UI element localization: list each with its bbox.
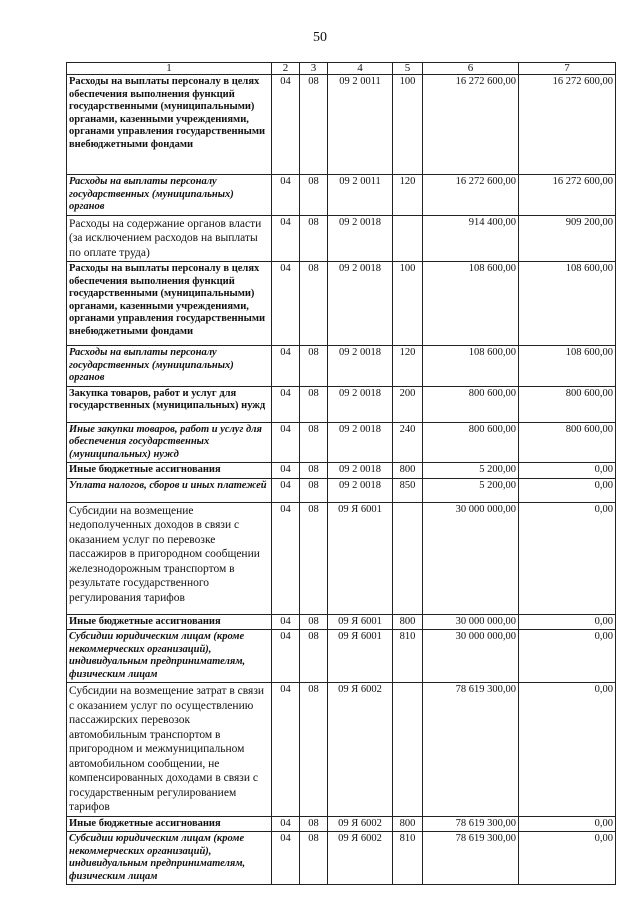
table-row xyxy=(67,422,616,463)
row-expense-type: 800 xyxy=(393,463,423,479)
table-row xyxy=(67,832,616,885)
row-target-article: 09 2 0018 xyxy=(328,422,393,463)
row-name: Иные закупки товаров, работ и услуг для обеспечения государственных (муниципальных) нужд xyxy=(67,422,272,463)
row-section: 04 xyxy=(272,75,300,175)
row-expense-type: 100 xyxy=(393,75,423,175)
row-name: Субсидии юридическим лицам (кроме некоммерческих организаций), индивидуальным предпринимателям, физическим лицам xyxy=(67,832,272,885)
row-name: Расходы на выплаты персоналу в целях обеспечения выполнения функций государственными (муниципальными) органами, казенными учреждениями, органами управления государственными внебюджетными фондами xyxy=(67,75,272,175)
row-expense-type: 810 xyxy=(393,832,423,885)
table-row xyxy=(67,478,616,502)
row-amount-year2: 0,00 xyxy=(519,478,616,502)
row-subsection: 08 xyxy=(300,422,328,463)
row-name: Иные бюджетные ассигнования xyxy=(67,816,272,832)
row-section: 04 xyxy=(272,422,300,463)
row-amount-year1: 16 272 600,00 xyxy=(423,175,519,216)
row-subsection: 08 xyxy=(300,630,328,683)
row-expense-type xyxy=(393,502,423,614)
row-target-article: 09 Я 6002 xyxy=(328,683,393,817)
row-expense-type: 800 xyxy=(393,816,423,832)
row-name: Иные бюджетные ассигнования xyxy=(67,614,272,630)
row-target-article: 09 Я 6001 xyxy=(328,614,393,630)
row-subsection: 08 xyxy=(300,75,328,175)
row-amount-year2: 0,00 xyxy=(519,683,616,817)
row-target-article: 09 2 0018 xyxy=(328,215,393,262)
row-name: Уплата налогов, сборов и иных платежей xyxy=(67,478,272,502)
row-amount-year2: 0,00 xyxy=(519,630,616,683)
row-target-article: 09 Я 6002 xyxy=(328,816,393,832)
row-subsection: 08 xyxy=(300,502,328,614)
row-amount-year1: 800 600,00 xyxy=(423,386,519,422)
row-section: 04 xyxy=(272,630,300,683)
row-expense-type: 100 xyxy=(393,262,423,346)
row-subsection: 08 xyxy=(300,614,328,630)
row-section: 04 xyxy=(272,262,300,346)
row-amount-year2: 0,00 xyxy=(519,502,616,614)
row-subsection: 08 xyxy=(300,832,328,885)
row-amount-year1: 30 000 000,00 xyxy=(423,630,519,683)
table-row xyxy=(67,346,616,387)
row-expense-type: 120 xyxy=(393,175,423,216)
row-subsection: 08 xyxy=(300,346,328,387)
row-expense-type: 120 xyxy=(393,346,423,387)
row-amount-year1: 16 272 600,00 xyxy=(423,75,519,175)
col-header-1: 1 xyxy=(67,63,272,75)
row-target-article: 09 2 0011 xyxy=(328,175,393,216)
col-header-6: 6 xyxy=(423,63,519,75)
row-name: Субсидии юридическим лицам (кроме некоммерческих организаций), индивидуальным предпринимателям, физическим лицам xyxy=(67,630,272,683)
row-section: 04 xyxy=(272,683,300,817)
table-row xyxy=(67,502,616,614)
row-amount-year2: 108 600,00 xyxy=(519,262,616,346)
row-expense-type: 800 xyxy=(393,614,423,630)
table-row xyxy=(67,75,616,175)
row-target-article: 09 2 0011 xyxy=(328,75,393,175)
col-header-7: 7 xyxy=(519,63,616,75)
row-section: 04 xyxy=(272,386,300,422)
row-subsection: 08 xyxy=(300,463,328,479)
table-row xyxy=(67,463,616,479)
row-amount-year1: 800 600,00 xyxy=(423,422,519,463)
row-amount-year2: 0,00 xyxy=(519,463,616,479)
table-row xyxy=(67,816,616,832)
row-amount-year1: 78 619 300,00 xyxy=(423,816,519,832)
row-amount-year2: 0,00 xyxy=(519,816,616,832)
row-section: 04 xyxy=(272,614,300,630)
row-section: 04 xyxy=(272,463,300,479)
row-target-article: 09 2 0018 xyxy=(328,346,393,387)
row-section: 04 xyxy=(272,478,300,502)
row-amount-year2: 0,00 xyxy=(519,832,616,885)
row-section: 04 xyxy=(272,215,300,262)
table-row xyxy=(67,175,616,216)
row-amount-year2: 909 200,00 xyxy=(519,215,616,262)
row-amount-year2: 16 272 600,00 xyxy=(519,75,616,175)
page-number: 50 xyxy=(313,30,327,45)
row-name: Иные бюджетные ассигнования xyxy=(67,463,272,479)
row-section: 04 xyxy=(272,502,300,614)
row-amount-year2: 108 600,00 xyxy=(519,346,616,387)
header-row xyxy=(67,63,616,75)
row-amount-year1: 5 200,00 xyxy=(423,478,519,502)
row-expense-type: 240 xyxy=(393,422,423,463)
row-target-article: 09 Я 6002 xyxy=(328,832,393,885)
row-target-article: 09 Я 6001 xyxy=(328,502,393,614)
col-header-5: 5 xyxy=(393,63,423,75)
row-expense-type: 200 xyxy=(393,386,423,422)
row-amount-year1: 78 619 300,00 xyxy=(423,683,519,817)
row-subsection: 08 xyxy=(300,262,328,346)
row-subsection: 08 xyxy=(300,175,328,216)
table-row xyxy=(67,614,616,630)
row-target-article: 09 2 0018 xyxy=(328,386,393,422)
row-amount-year1: 5 200,00 xyxy=(423,463,519,479)
row-expense-type xyxy=(393,683,423,817)
table-row xyxy=(67,630,616,683)
row-name: Расходы на выплаты персоналу государственных (муниципальных) органов xyxy=(67,175,272,216)
row-target-article: 09 2 0018 xyxy=(328,463,393,479)
budget-table xyxy=(66,62,616,885)
row-expense-type xyxy=(393,215,423,262)
table-row xyxy=(67,215,616,262)
row-amount-year2: 800 600,00 xyxy=(519,386,616,422)
col-header-4: 4 xyxy=(328,63,393,75)
row-amount-year2: 0,00 xyxy=(519,614,616,630)
row-name: Расходы на выплаты персоналу в целях обеспечения выполнения функций государственными (муниципальными) органами, казенными учреждениями, органами управления государственными внебюджетными фондами xyxy=(67,262,272,346)
table-row xyxy=(67,386,616,422)
row-name: Субсидии на возмещение недополученных доходов в связи с оказанием услуг по перевозке пассажиров в пригородном сообщении железнодорожным транспортом в результате государственного регулирования тарифов xyxy=(67,502,272,614)
row-amount-year1: 30 000 000,00 xyxy=(423,614,519,630)
row-expense-type: 810 xyxy=(393,630,423,683)
row-name: Расходы на выплаты персоналу государственных (муниципальных) органов xyxy=(67,346,272,387)
row-amount-year1: 78 619 300,00 xyxy=(423,832,519,885)
row-amount-year1: 108 600,00 xyxy=(423,262,519,346)
row-section: 04 xyxy=(272,816,300,832)
row-name: Закупка товаров, работ и услуг для государственных (муниципальных) нужд xyxy=(67,386,272,422)
row-name: Расходы на содержание органов власти (за исключением расходов на выплаты по оплате труда) xyxy=(67,215,272,262)
row-amount-year1: 30 000 000,00 xyxy=(423,502,519,614)
row-subsection: 08 xyxy=(300,215,328,262)
row-section: 04 xyxy=(272,832,300,885)
row-section: 04 xyxy=(272,346,300,387)
row-name: Субсидии на возмещение затрат в связи с оказанием услуг по осуществлению пассажирских перевозок автомобильным транспортом в пригородном и межмуниципальном автомобильном сообщении, не компенсированных доходами в связи с государственным регулированием тарифов xyxy=(67,683,272,817)
row-amount-year1: 108 600,00 xyxy=(423,346,519,387)
row-amount-year1: 914 400,00 xyxy=(423,215,519,262)
row-target-article: 09 2 0018 xyxy=(328,262,393,346)
row-subsection: 08 xyxy=(300,816,328,832)
col-header-2: 2 xyxy=(272,63,300,75)
row-amount-year2: 16 272 600,00 xyxy=(519,175,616,216)
row-subsection: 08 xyxy=(300,683,328,817)
table-row xyxy=(67,262,616,346)
row-amount-year2: 800 600,00 xyxy=(519,422,616,463)
row-target-article: 09 2 0018 xyxy=(328,478,393,502)
table-row xyxy=(67,683,616,817)
row-expense-type: 850 xyxy=(393,478,423,502)
row-subsection: 08 xyxy=(300,386,328,422)
row-subsection: 08 xyxy=(300,478,328,502)
row-target-article: 09 Я 6001 xyxy=(328,630,393,683)
col-header-3: 3 xyxy=(300,63,328,75)
row-section: 04 xyxy=(272,175,300,216)
table-body xyxy=(67,75,616,885)
